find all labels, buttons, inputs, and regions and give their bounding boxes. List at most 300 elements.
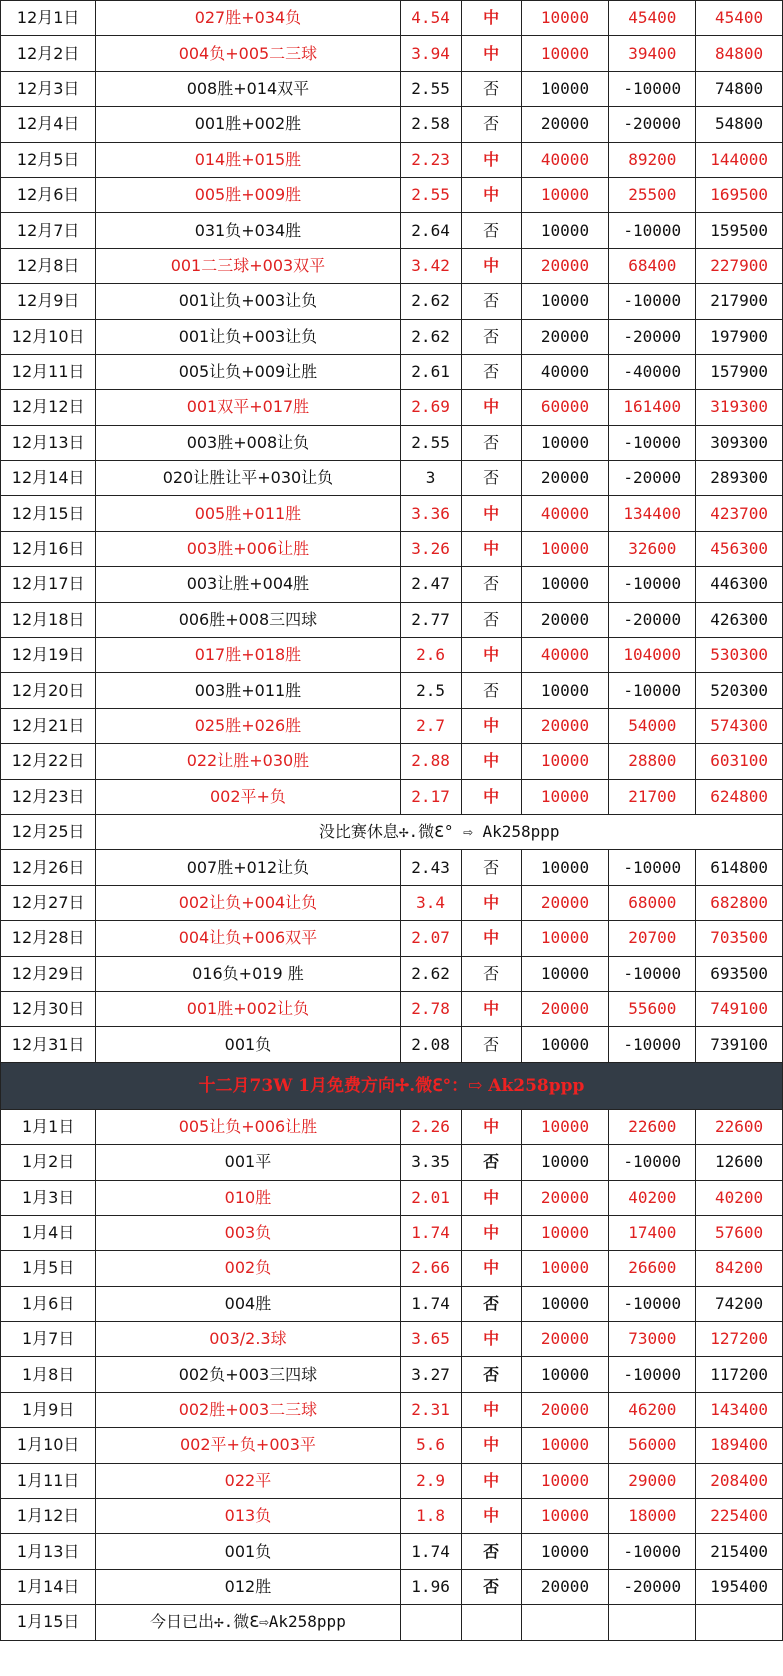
odds-cell: 3.94 <box>400 36 461 71</box>
date-cell: 1月12日 <box>1 1499 96 1534</box>
odds-cell: 1.96 <box>400 1569 461 1604</box>
stake-cell: 20000 <box>521 1322 609 1357</box>
result-cell: 否 <box>461 461 521 496</box>
result-cell: 中 <box>461 1499 521 1534</box>
total-cell: 144000 <box>696 142 783 177</box>
table-row <box>1 1534 783 1569</box>
odds-cell: 2.17 <box>400 779 461 814</box>
date-cell: 12月27日 <box>1 885 96 920</box>
stake-cell: 40000 <box>521 354 609 389</box>
result-cell: 否 <box>461 673 521 708</box>
pick-cell: 005让负+006让胜 <box>96 1109 400 1144</box>
odds-cell: 2.31 <box>400 1392 461 1427</box>
date-cell: 12月10日 <box>1 319 96 354</box>
result-cell: 否 <box>461 284 521 319</box>
date-cell: 12月3日 <box>1 71 96 106</box>
month-summary-banner <box>1 1062 783 1109</box>
odds-cell: 2.55 <box>400 177 461 212</box>
stake-cell: 10000 <box>521 1499 609 1534</box>
total-cell: 530300 <box>696 638 783 673</box>
table-row <box>1 71 783 106</box>
table-row <box>1 956 783 991</box>
stake-cell: 10000 <box>521 1215 609 1250</box>
result-cell: 中 <box>461 248 521 283</box>
table-row <box>1 248 783 283</box>
profit-cell: 73000 <box>609 1322 696 1357</box>
result-cell: 否 <box>461 956 521 991</box>
profit-cell: -10000 <box>609 1286 696 1321</box>
profit-cell: -10000 <box>609 956 696 991</box>
table-row <box>1 1392 783 1427</box>
odds-cell: 2.23 <box>400 142 461 177</box>
odds-cell: 3.27 <box>400 1357 461 1392</box>
stake-cell: 20000 <box>521 107 609 142</box>
result-cell: 中 <box>461 921 521 956</box>
pick-cell: 003胜+008让负 <box>96 425 400 460</box>
result-cell: 否 <box>461 1357 521 1392</box>
pick-cell: 031负+034胜 <box>96 213 400 248</box>
total-cell: 309300 <box>696 425 783 460</box>
table-row <box>1 354 783 389</box>
pick-cell: 002胜+003二三球 <box>96 1392 400 1427</box>
date-cell: 1月3日 <box>1 1180 96 1215</box>
profit-cell: 22600 <box>609 1109 696 1144</box>
date-cell: 12月22日 <box>1 744 96 779</box>
odds-cell: 2.64 <box>400 213 461 248</box>
date-cell: 12月14日 <box>1 461 96 496</box>
date-cell: 12月4日 <box>1 107 96 142</box>
total-cell: 423700 <box>696 496 783 531</box>
total-cell: 426300 <box>696 602 783 637</box>
profit-cell: -20000 <box>609 319 696 354</box>
table-row <box>1 1215 783 1250</box>
date-cell: 12月7日 <box>1 213 96 248</box>
profit-cell: 46200 <box>609 1392 696 1427</box>
total-cell: 159500 <box>696 213 783 248</box>
odds-cell: 3.65 <box>400 1322 461 1357</box>
date-cell: 12月16日 <box>1 531 96 566</box>
odds-cell: 2.62 <box>400 284 461 319</box>
date-cell: 12月11日 <box>1 354 96 389</box>
table-row <box>1 1180 783 1215</box>
stake-cell: 10000 <box>521 1109 609 1144</box>
profit-cell: 68400 <box>609 248 696 283</box>
result-cell: 中 <box>461 177 521 212</box>
table-row <box>1 567 783 602</box>
profit-cell: -10000 <box>609 1145 696 1180</box>
profit-cell: -10000 <box>609 1534 696 1569</box>
result-cell: 中 <box>461 36 521 71</box>
pick-cell: 004胜 <box>96 1286 400 1321</box>
result-cell: 中 <box>461 708 521 743</box>
profit-cell: -10000 <box>609 284 696 319</box>
total-cell: 614800 <box>696 850 783 885</box>
empty-cell <box>400 1605 461 1640</box>
total-cell: 624800 <box>696 779 783 814</box>
total-cell: 74200 <box>696 1286 783 1321</box>
stake-cell: 20000 <box>521 1569 609 1604</box>
table-row <box>1 319 783 354</box>
stake-cell: 20000 <box>521 708 609 743</box>
result-cell: 否 <box>461 71 521 106</box>
odds-cell: 2.9 <box>400 1463 461 1498</box>
odds-cell: 2.01 <box>400 1180 461 1215</box>
pick-cell: 001胜+002让负 <box>96 991 400 1026</box>
stake-cell: 10000 <box>521 425 609 460</box>
profit-cell: 68000 <box>609 885 696 920</box>
profit-cell: 28800 <box>609 744 696 779</box>
odds-cell: 2.26 <box>400 1109 461 1144</box>
odds-cell: 3.35 <box>400 1145 461 1180</box>
date-cell: 1月8日 <box>1 1357 96 1392</box>
table-row <box>1 1428 783 1463</box>
total-cell: 143400 <box>696 1392 783 1427</box>
result-cell: 中 <box>461 1322 521 1357</box>
result-cell: 否 <box>461 319 521 354</box>
result-cell: 中 <box>461 1463 521 1498</box>
pick-cell: 005胜+011胜 <box>96 496 400 531</box>
table-row <box>1 1569 783 1604</box>
total-cell: 189400 <box>696 1428 783 1463</box>
empty-cell <box>696 1605 783 1640</box>
stake-cell: 10000 <box>521 531 609 566</box>
banner-text: 十二月73W 1月免费方向✢.微ℇ°：⇨ Ak258ppp <box>1 1062 783 1109</box>
date-cell: 1月7日 <box>1 1322 96 1357</box>
date-cell: 12月26日 <box>1 850 96 885</box>
stake-cell: 10000 <box>521 921 609 956</box>
stake-cell: 20000 <box>521 602 609 637</box>
empty-cell <box>461 1605 521 1640</box>
stake-cell: 10000 <box>521 1463 609 1498</box>
date-cell: 1月6日 <box>1 1286 96 1321</box>
profit-cell: -20000 <box>609 107 696 142</box>
profit-cell: -10000 <box>609 567 696 602</box>
odds-cell: 2.6 <box>400 638 461 673</box>
date-cell: 1月10日 <box>1 1428 96 1463</box>
result-cell: 否 <box>461 1286 521 1321</box>
result-cell: 中 <box>461 991 521 1026</box>
date-cell: 12月5日 <box>1 142 96 177</box>
total-cell: 197900 <box>696 319 783 354</box>
stake-cell: 10000 <box>521 779 609 814</box>
pick-cell: 025胜+026胜 <box>96 708 400 743</box>
total-cell: 84200 <box>696 1251 783 1286</box>
odds-cell: 1.74 <box>400 1286 461 1321</box>
profit-cell: 56000 <box>609 1428 696 1463</box>
pick-cell: 001负 <box>96 1027 400 1062</box>
result-cell: 中 <box>461 744 521 779</box>
total-cell: 319300 <box>696 390 783 425</box>
profit-cell: -20000 <box>609 1569 696 1604</box>
table-row <box>1 779 783 814</box>
table-row <box>1 850 783 885</box>
profit-cell: -10000 <box>609 425 696 460</box>
profit-cell: -20000 <box>609 602 696 637</box>
odds-cell: 2.77 <box>400 602 461 637</box>
pick-cell: 016负+019 胜 <box>96 956 400 991</box>
table-row <box>1 1322 783 1357</box>
total-cell: 157900 <box>696 354 783 389</box>
result-cell: 否 <box>461 107 521 142</box>
table-row <box>1 496 783 531</box>
stake-cell: 40000 <box>521 496 609 531</box>
result-cell: 中 <box>461 1215 521 1250</box>
date-cell: 12月28日 <box>1 921 96 956</box>
profit-cell: -20000 <box>609 461 696 496</box>
total-cell: 603100 <box>696 744 783 779</box>
odds-cell: 2.61 <box>400 354 461 389</box>
pick-cell: 003胜+006让胜 <box>96 531 400 566</box>
profit-cell: -10000 <box>609 673 696 708</box>
table-row <box>1 531 783 566</box>
total-cell: 40200 <box>696 1180 783 1215</box>
pick-cell: 001让负+003让负 <box>96 319 400 354</box>
total-cell: 682800 <box>696 885 783 920</box>
stake-cell: 10000 <box>521 1534 609 1569</box>
profit-cell: 18000 <box>609 1499 696 1534</box>
profit-cell: 54000 <box>609 708 696 743</box>
total-cell: 520300 <box>696 673 783 708</box>
pick-cell: 014胜+015胜 <box>96 142 400 177</box>
profit-cell: 26600 <box>609 1251 696 1286</box>
table-row <box>1 1286 783 1321</box>
date-cell: 1月14日 <box>1 1569 96 1604</box>
stake-cell: 40000 <box>521 638 609 673</box>
result-cell: 中 <box>461 1428 521 1463</box>
pick-cell: 020让胜让平+030让负 <box>96 461 400 496</box>
date-cell: 12月25日 <box>1 814 96 849</box>
result-cell: 否 <box>461 354 521 389</box>
result-cell: 中 <box>461 496 521 531</box>
date-cell: 1月15日 <box>1 1605 96 1640</box>
pick-cell: 008胜+014双平 <box>96 71 400 106</box>
total-cell: 749100 <box>696 991 783 1026</box>
empty-cell <box>521 1605 609 1640</box>
date-cell: 12月2日 <box>1 36 96 71</box>
odds-cell: 5.6 <box>400 1428 461 1463</box>
date-cell: 12月12日 <box>1 390 96 425</box>
profit-cell: 39400 <box>609 36 696 71</box>
total-cell: 703500 <box>696 921 783 956</box>
odds-cell: 2.5 <box>400 673 461 708</box>
table-row <box>1 425 783 460</box>
date-cell: 1月11日 <box>1 1463 96 1498</box>
result-cell: 否 <box>461 850 521 885</box>
table-row <box>1 177 783 212</box>
profit-cell: -10000 <box>609 850 696 885</box>
profit-cell: 89200 <box>609 142 696 177</box>
date-cell: 1月1日 <box>1 1109 96 1144</box>
pick-cell: 002让负+004让负 <box>96 885 400 920</box>
note-cell: 没比赛休息✢.微ℇ° ⇨ Ak258ppp <box>96 814 783 849</box>
stake-cell: 20000 <box>521 991 609 1026</box>
empty-cell <box>609 1605 696 1640</box>
stake-cell: 20000 <box>521 1392 609 1427</box>
table-row <box>1 602 783 637</box>
total-cell: 169500 <box>696 177 783 212</box>
odds-cell: 2.66 <box>400 1251 461 1286</box>
date-cell: 12月8日 <box>1 248 96 283</box>
odds-cell: 2.62 <box>400 956 461 991</box>
odds-cell: 2.43 <box>400 850 461 885</box>
total-cell: 54800 <box>696 107 783 142</box>
result-cell: 中 <box>461 531 521 566</box>
total-cell: 215400 <box>696 1534 783 1569</box>
date-cell: 12月18日 <box>1 602 96 637</box>
table-row <box>1 1251 783 1286</box>
result-cell: 中 <box>461 885 521 920</box>
pick-cell: 003胜+011胜 <box>96 673 400 708</box>
odds-cell: 4.54 <box>400 1 461 36</box>
stake-cell: 10000 <box>521 71 609 106</box>
profit-cell: 55600 <box>609 991 696 1026</box>
odds-cell: 1.8 <box>400 1499 461 1534</box>
date-cell: 12月17日 <box>1 567 96 602</box>
result-cell: 中 <box>461 1 521 36</box>
date-cell: 12月30日 <box>1 991 96 1026</box>
total-cell: 289300 <box>696 461 783 496</box>
result-cell: 中 <box>461 1180 521 1215</box>
odds-cell: 2.47 <box>400 567 461 602</box>
date-cell: 1月4日 <box>1 1215 96 1250</box>
pick-cell: 010胜 <box>96 1180 400 1215</box>
stake-cell: 10000 <box>521 744 609 779</box>
profit-cell: 20700 <box>609 921 696 956</box>
odds-cell: 2.78 <box>400 991 461 1026</box>
result-cell: 否 <box>461 1534 521 1569</box>
profit-cell: 32600 <box>609 531 696 566</box>
result-cell: 中 <box>461 638 521 673</box>
table-row <box>1 921 783 956</box>
odds-cell: 1.74 <box>400 1534 461 1569</box>
pick-cell: 001双平+017胜 <box>96 390 400 425</box>
pick-cell: 002负 <box>96 1251 400 1286</box>
stake-cell: 20000 <box>521 319 609 354</box>
date-cell: 12月15日 <box>1 496 96 531</box>
pick-cell: 003让胜+004胜 <box>96 567 400 602</box>
stake-cell: 10000 <box>521 1 609 36</box>
stake-cell: 10000 <box>521 213 609 248</box>
date-cell: 12月23日 <box>1 779 96 814</box>
pick-cell: 001平 <box>96 1145 400 1180</box>
stake-cell: 20000 <box>521 248 609 283</box>
profit-cell: -10000 <box>609 71 696 106</box>
date-cell: 12月13日 <box>1 425 96 460</box>
stake-cell: 60000 <box>521 390 609 425</box>
pick-cell: 005让负+009让胜 <box>96 354 400 389</box>
result-cell: 中 <box>461 1109 521 1144</box>
total-cell: 22600 <box>696 1109 783 1144</box>
odds-cell: 2.58 <box>400 107 461 142</box>
total-cell: 57600 <box>696 1215 783 1250</box>
table-row <box>1 107 783 142</box>
odds-cell: 3 <box>400 461 461 496</box>
table-row <box>1 1145 783 1180</box>
pick-cell: 005胜+009胜 <box>96 177 400 212</box>
stake-cell: 10000 <box>521 1251 609 1286</box>
table-row <box>1 1463 783 1498</box>
odds-cell: 2.69 <box>400 390 461 425</box>
total-cell: 225400 <box>696 1499 783 1534</box>
pick-cell: 004负+005二三球 <box>96 36 400 71</box>
date-cell: 12月6日 <box>1 177 96 212</box>
odds-cell: 3.26 <box>400 531 461 566</box>
table-row <box>1 1357 783 1392</box>
total-cell: 127200 <box>696 1322 783 1357</box>
result-cell: 否 <box>461 1569 521 1604</box>
stake-cell: 10000 <box>521 36 609 71</box>
odds-cell: 2.88 <box>400 744 461 779</box>
pick-cell: 004让负+006双平 <box>96 921 400 956</box>
stake-cell: 20000 <box>521 885 609 920</box>
table-row <box>1 1 783 36</box>
result-cell: 中 <box>461 779 521 814</box>
odds-cell: 3.42 <box>400 248 461 283</box>
total-cell: 227900 <box>696 248 783 283</box>
result-cell: 否 <box>461 1027 521 1062</box>
stake-cell: 10000 <box>521 850 609 885</box>
odds-cell: 3.4 <box>400 885 461 920</box>
date-cell: 12月21日 <box>1 708 96 743</box>
profit-cell: 25500 <box>609 177 696 212</box>
stake-cell: 10000 <box>521 1027 609 1062</box>
profit-cell: 21700 <box>609 779 696 814</box>
total-cell: 84800 <box>696 36 783 71</box>
pick-cell: 022让胜+030胜 <box>96 744 400 779</box>
profit-cell: 17400 <box>609 1215 696 1250</box>
total-cell: 208400 <box>696 1463 783 1498</box>
date-cell: 12月29日 <box>1 956 96 991</box>
total-cell: 693500 <box>696 956 783 991</box>
date-cell: 12月19日 <box>1 638 96 673</box>
profit-cell: 45400 <box>609 1 696 36</box>
stake-cell: 20000 <box>521 461 609 496</box>
stake-cell: 10000 <box>521 956 609 991</box>
pick-cell: 002平+负+003平 <box>96 1428 400 1463</box>
date-cell: 1月2日 <box>1 1145 96 1180</box>
odds-cell: 3.36 <box>400 496 461 531</box>
pick-cell: 007胜+012让负 <box>96 850 400 885</box>
pick-cell: 002负+003三四球 <box>96 1357 400 1392</box>
total-cell: 195400 <box>696 1569 783 1604</box>
total-cell: 456300 <box>696 531 783 566</box>
stake-cell: 10000 <box>521 673 609 708</box>
odds-cell: 1.74 <box>400 1215 461 1250</box>
table-row <box>1 991 783 1026</box>
note-cell: 今日已出✢.微ℇ⇨Ak258ppp <box>96 1605 400 1640</box>
stake-cell: 10000 <box>521 1428 609 1463</box>
date-cell: 12月9日 <box>1 284 96 319</box>
total-cell: 117200 <box>696 1357 783 1392</box>
profit-cell: 104000 <box>609 638 696 673</box>
table-row <box>1 708 783 743</box>
total-cell: 574300 <box>696 708 783 743</box>
total-cell: 74800 <box>696 71 783 106</box>
total-cell: 739100 <box>696 1027 783 1062</box>
date-cell: 1月5日 <box>1 1251 96 1286</box>
date-cell: 12月31日 <box>1 1027 96 1062</box>
pick-cell: 027胜+034负 <box>96 1 400 36</box>
pick-cell: 013负 <box>96 1499 400 1534</box>
result-cell: 中 <box>461 142 521 177</box>
profit-cell: 134400 <box>609 496 696 531</box>
total-cell: 446300 <box>696 567 783 602</box>
stake-cell: 10000 <box>521 177 609 212</box>
stake-cell: 10000 <box>521 1357 609 1392</box>
stake-cell: 10000 <box>521 284 609 319</box>
total-cell: 217900 <box>696 284 783 319</box>
odds-cell: 2.08 <box>400 1027 461 1062</box>
